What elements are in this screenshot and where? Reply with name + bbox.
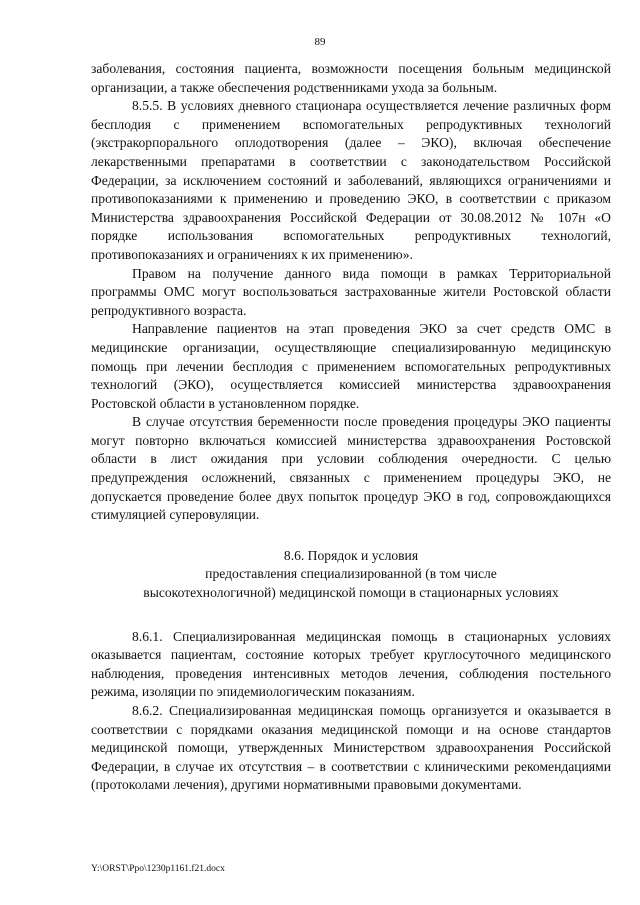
paragraph-eko-referral: Направление пациентов на этап проведения ЭКО за счет средств ОМС в медицинские организации, осуществляющие специализированную медицинскую помощь при лечении бесплодия с применением вспомогательных репродуктивных технологий (ЭКО), осуществляется комиссией министерства здравоохранения Ростовской области в установленном порядке.: [91, 321, 611, 411]
section-heading-line-3: высокотехнологичной) медицинской помощи в стационарных условиях: [143, 585, 559, 601]
paragraph-8-6-2: 8.6.2. Специализированная медицинская помощь организуется и оказывается в соответствии с порядками оказания медицинской помощи и на основе стандартов медицинской помощи, утвержденных Министерством здравоохранения Российской Федерации, в случае их отсутствия – в соответствии с клиническими рекомендациями (протоколами лечения), другими нормативными правовыми документами.: [91, 703, 611, 793]
paragraph-8-6-1: 8.6.1. Специализированная медицинская помощь в стационарных условиях оказывается пациентам, состояние которых требует круглосуточного медицинского наблюдения, проведения интенсивных методов лечения, соблюдения постельного режима, изоляции по эпидемиологическим показаниям.: [91, 628, 611, 700]
paragraph-eko-repeat: В случае отсутствия беременности после проведения процедуры ЭКО пациенты могут повторно включаться комиссией министерства здравоохранения Ростовской области в лист ожидания при условии соблюдения очередности. С целью предупреждения осложнений, связанных с применением процедуры ЭКО, не допускается проведение более двух попыток процедур ЭКО в год, сопровождающихся стимуляцией суперовуляции.: [91, 414, 611, 523]
paragraph-continuation: заболевания, состояния пациента, возможности посещения больным медицинской организации, а также обеспечения родственниками ухода за больным.: [91, 61, 611, 95]
section-heading-line-2: предоставления специализированной (в том числе: [205, 566, 497, 582]
page-number: 89: [314, 36, 326, 48]
footer-file-path: Y:\ORST\Ppo\1230p1161.f21.docx: [91, 864, 225, 874]
paragraph-8-5-5: 8.5.5. В условиях дневного стационара осуществляется лечение различных форм бесплодия с применением вспомогательных репродуктивных технологий (экстракорпорального оплодотворения (далее – ЭКО), включая обеспечение лекарственными препаратами в соответствии с законодательством Российской Федерации, за исключением состояний и заболеваний, являющихся ограничениями и противопоказаниями к применению и проведению ЭКО, в соответствии с приказом Министерства здравоохранения Российской Федерации от 30.08.2012 № 107н «О порядке использования вспомогательных репродуктивных технологий, противопоказаниях и ограничениях к их применению».: [91, 98, 611, 262]
section-heading-line-1: 8.6. Порядок и условия: [283, 547, 419, 563]
body-text: [91, 60, 611, 795]
section-heading: [91, 547, 611, 603]
paragraph-oms-eligibility: Правом на получение данного вида помощи в рамках Территориальной программы ОМС могут воспользоваться застрахованные жители Ростовской области репродуктивного возраста.: [91, 265, 611, 318]
